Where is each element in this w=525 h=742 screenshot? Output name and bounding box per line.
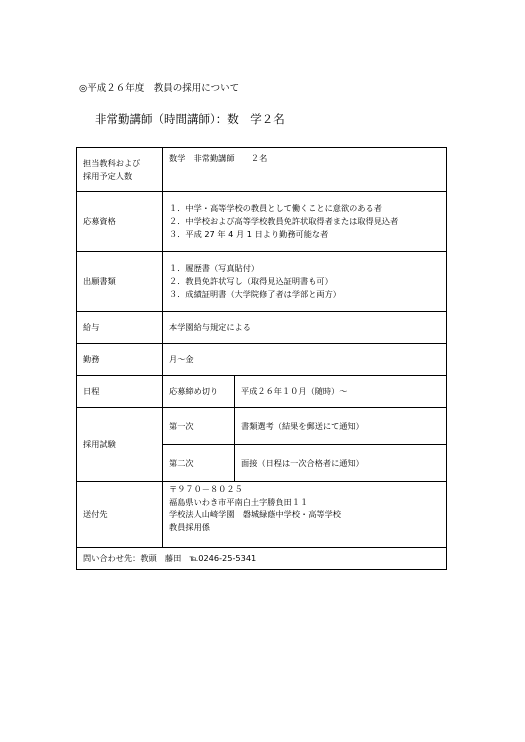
row-send: [77, 482, 447, 548]
send-label: 送付先: [77, 482, 163, 548]
row-work: [77, 344, 447, 376]
subject-label: [77, 148, 163, 192]
exam-second-label: 第二次: [163, 445, 235, 482]
schedule-sub-label: 応募締め切り: [163, 376, 235, 408]
salary-label: 給与: [77, 312, 163, 344]
page-heading: ◎平成２６年度 教員の採用について: [79, 83, 240, 94]
qualification-label: 応募資格: [77, 192, 163, 252]
row-schedule: [77, 376, 447, 408]
schedule-value: 平成２６年１０月（随時）～: [235, 376, 447, 408]
exam-second-value: 面接（日程は一次合格者に通知）: [235, 445, 447, 482]
exam-first-value: 書類選考（結果を郵送にて通知）: [235, 408, 447, 445]
send-address: [163, 482, 447, 548]
row-exam-first: [77, 408, 447, 445]
exam-label: 採用試験: [77, 408, 163, 482]
document-item: １．履歴書（写真貼付）: [169, 263, 260, 274]
document-item: ３．成績証明書（大学院修了者は学部と両方）: [169, 288, 341, 299]
send-line: 〒９７０－８０２５: [169, 484, 243, 494]
position-title: 非常勤講師（時間講師）：数 学２名: [95, 112, 285, 126]
exam-first-label: 第一次: [163, 408, 235, 445]
row-documents: [77, 252, 447, 312]
document-item: ２．教員免許状写し（取得見込証明書も可）: [169, 276, 333, 287]
documents-label: 出願書類: [77, 252, 163, 312]
recruitment-table: [76, 147, 447, 570]
row-qualification: [77, 192, 447, 252]
qualification-item: ２．中学校および高等学校教員免許状取得者または取得見込者: [169, 216, 399, 227]
work-value: 月～金: [163, 344, 447, 376]
qualification-item: ３．平成 27 年 4 月 1 日より勤務可能な者: [169, 228, 329, 239]
subject-label-line: 採用予定人数: [83, 170, 133, 181]
send-line: 学校法人山崎学園 磐城緑蔭中学校・高等学校: [169, 509, 341, 520]
salary-value: 本学園給与規定による: [163, 312, 447, 344]
row-subject: [77, 148, 447, 192]
documents-list: [163, 252, 447, 312]
subject-label-line: 担当教科および: [83, 157, 141, 168]
qualification-list: [163, 192, 447, 252]
contact-info: 問い合わせ先：教頭 藤田 ℡0246-25-5341: [77, 548, 447, 570]
work-label: 勤務: [77, 344, 163, 376]
row-salary: [77, 312, 447, 344]
schedule-label: 日程: [77, 376, 163, 408]
row-contact: [77, 548, 447, 570]
subject-value: 数学 非常勤講師 ２名: [163, 148, 447, 192]
send-line: 教員採用係: [169, 522, 210, 533]
qualification-item: １．中学・高等学校の教員として働くことに意欲のある者: [169, 203, 382, 214]
send-line: 福島県いわき市平南白土字勝負田１１: [169, 496, 309, 507]
